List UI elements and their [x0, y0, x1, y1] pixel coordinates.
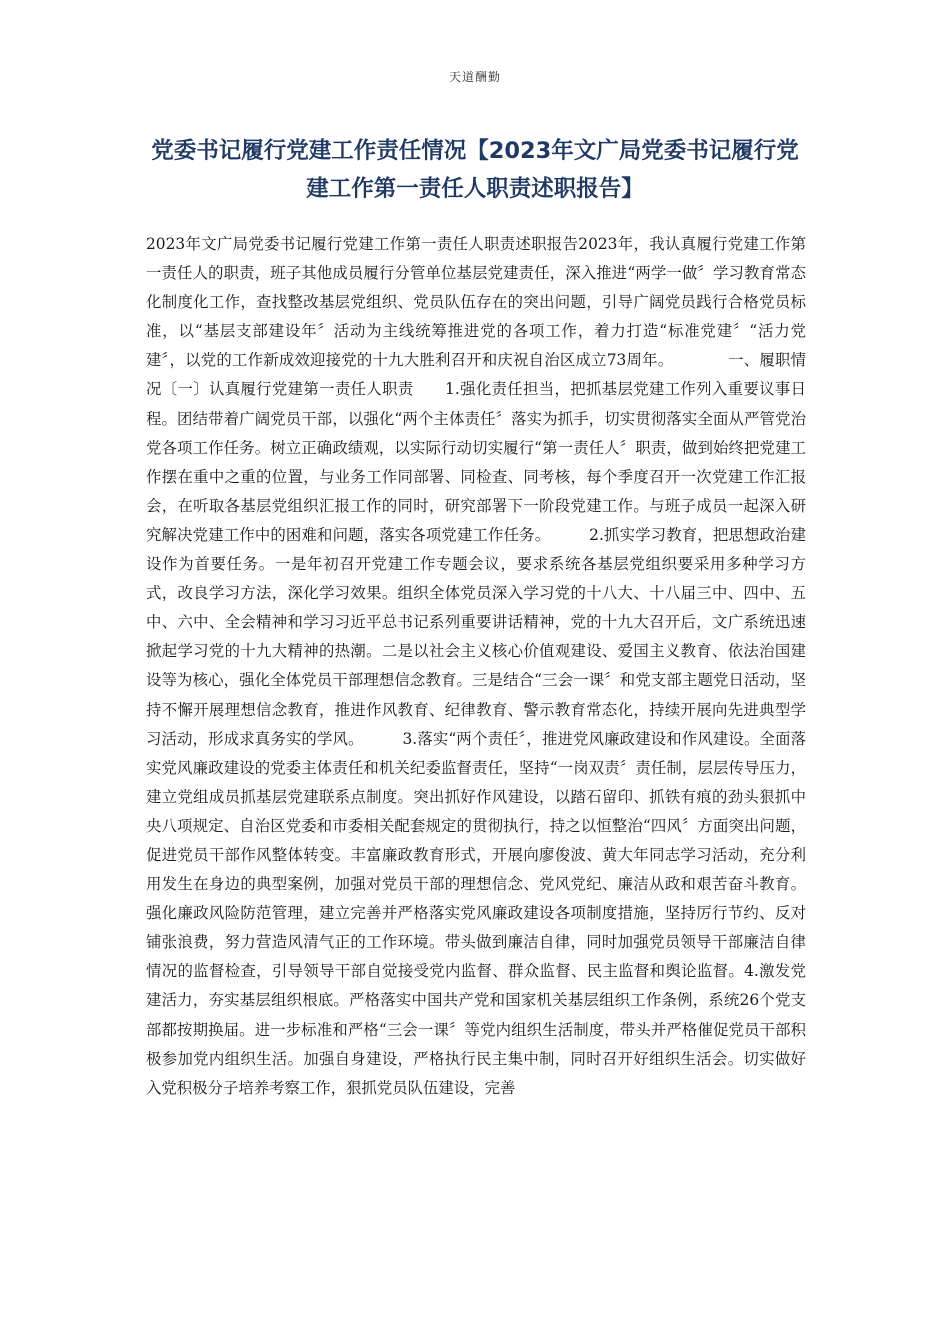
page-header-motto: 天道酬勤	[448, 70, 501, 84]
document-body-paragraph: 2023年文广局党委书记履行党建工作第一责任人职责述职报告2023年，我认真履行党建工作第一责任人的职责，班子其他成员履行分管单位基层党建责任，深入推进“两学一做〞学习教育常态化制度化工作，查找整改基层党组织、党员队伍存在的突出问题，引导广阔党员践行合格党员标准，以“基层支部建设年〞活动为主线统筹推进党的各项工作，着力打造“标准党建〞“活力党建〞，以党的工作新成效迎接党的十九大胜利召开和庆祝自治区成立73周年。 一、履职情况〔一〕认真履行党建第一责任人职责 1.强化责任担当，把抓基层党建工作列入重要议事日程。团结带着广阔党员干部，以强化“两个主体责任〞落实为抓手，切实贯彻落实全面从严管党治党各项工作任务。树立正确政绩观，以实际行动切实履行“第一责任人〞职责，做到始终把党建工作摆在重中之重的位置，与业务工作同部署、同检查、同考核，每个季度召开一次党建工作汇报会，在听取各基层党组织汇报工作的同时，研究部署下一阶段党建工作。与班子成员一起深入研究解决党建工作中的困难和问题，落实各项党建工作任务。 2.抓实学习教育，把思想政治建设作为首要任务。一是年初召开党建工作专题会议，要求系统各基层党组织要采用多种学习方式，改良学习方法，深化学习效果。组织全体党员深入学习党的十八大、十八届三中、四中、五中、六中、全会精神和学习习近平总书记系列重要讲话精神，党的十九大召开后，文广系统迅速掀起学习党的十九大精神的热潮。二是以社会主义核心价值观建设、爱国主义教育、依法治国建设等为核心，强化全体党员干部理想信念教育。三是结合“三会一课〞和党支部主题党日活动，坚持不懈开展理想信念教育，推进作风教育、纪律教育、警示教育常态化，持续开展向先进典型学习活动，形成求真务实的学风。 3.落实“两个责任〞，推进党风廉政建设和作风建设。全面落实党风廉政建设的党委主体责任和机关纪委监督责任，坚持“一岗双责〞责任制，层层传导压力，建立党组成员抓基层党建联系点制度。突出抓好作风建设，以踏石留印、抓铁有痕的劲头狠抓中央八项规定、自治区党委和市委相关配套规定的贯彻执行，持之以恒整治“四风〞方面突出问题，促进党员干部作风整体转变。丰富廉政教育形式，开展向廖俊波、黄大年同志学习活动，充分利用发生在身边的典型案例，加强对党员干部的理想信念、党风党纪、廉洁从政和艰苦奋斗教育。强化廉政风险防范管理，建立完善并严格落实党风廉政建设各项制度措施，坚持厉行节约、反对铺张浪费，努力营造风清气正的工作环境。带头做到廉洁自律，同时加强党员领导干部廉洁自律情况的监督检查，引导领导干部自觉接受党内监督、群众监督、民主监督和舆论监督。4.激发党建活力，夯实基层组织根底。严格落实中国共产党和国家机关基层组织工作条例，系统26个党支部都按期换届。进一步标准和严格“三会一课〞等党内组织生活制度，带头并严格催促党员干部积极参加党内组织生活。加强自身建设，严格执行民主集中制，同时召开好组织生活会。切实做好入党积极分子培养考察工作，狠抓党员队伍建设，完善	[146, 235, 806, 1097]
document-title: 党委书记履行党建工作责任情况【2023年文广局党委书记履行党建工作第一责任人职责述职报告】	[151, 138, 799, 202]
